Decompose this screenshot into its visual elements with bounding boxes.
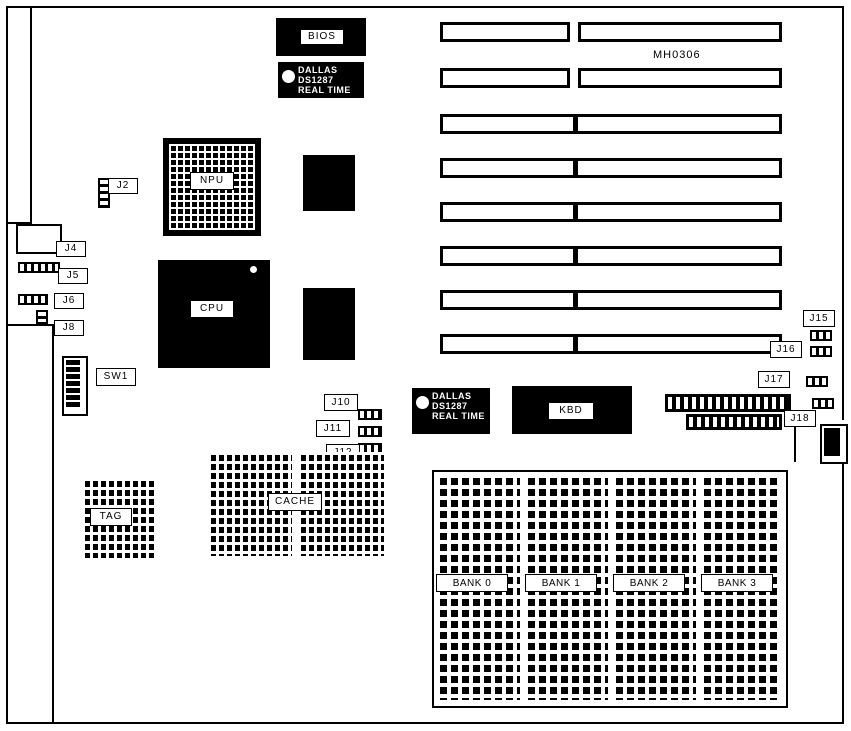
bank-0-label: BANK 0 (436, 574, 508, 592)
bios-label: BIOS (300, 29, 344, 45)
bank-2-label: BANK 2 (613, 574, 685, 592)
jumper-j5-pins (20, 264, 58, 271)
sw1-label: SW1 (96, 368, 136, 386)
cpu-label: CPU (190, 300, 234, 318)
jumper-j15-label: J15 (803, 310, 835, 327)
io-header-pins-2 (689, 417, 779, 427)
jumper-j16-pins (812, 348, 830, 355)
jumper-j17-label: J17 (758, 371, 790, 388)
jumper-j16-block[interactable] (810, 346, 832, 357)
jumper-j5-label: J5 (58, 268, 88, 284)
jumper-j2-pins (100, 180, 108, 206)
jumper-j18-label: J18 (784, 410, 816, 427)
io-header-connector-2[interactable] (686, 414, 782, 430)
jumper-j17-pins (808, 378, 826, 385)
expansion-slot-8 (440, 334, 782, 354)
tag-label: TAG (90, 508, 132, 526)
dallas-lower-line3: REAL TIME (432, 411, 485, 421)
expansion-slot-3 (440, 114, 782, 134)
npu-label: NPU (190, 172, 234, 190)
expansion-slot-7 (440, 290, 782, 310)
jumper-j11-block[interactable] (358, 426, 382, 437)
jumper-j16-label: J16 (770, 341, 802, 358)
cpu-pin1-marker (250, 266, 257, 273)
jumper-j17-block[interactable] (806, 376, 828, 387)
jumper-j11-pins (360, 428, 380, 435)
expansion-slot-5 (440, 202, 782, 222)
jumper-j10-label: J10 (324, 394, 358, 411)
dallas-rtc-top (278, 62, 364, 98)
board-id-text: MH0306 (653, 49, 701, 61)
jumper-j4-label: J4 (56, 241, 86, 257)
jumper-j18-pins (814, 400, 832, 407)
jumper-j8-pins (38, 312, 46, 322)
io-header-pins (668, 397, 788, 409)
dallas-lower-line2: DS1287 (432, 401, 468, 411)
sw1-switch-cells (66, 360, 80, 408)
jumper-j10-block[interactable] (358, 409, 382, 420)
expansion-slot-1b (578, 22, 782, 42)
board-left-cut-fill (8, 326, 54, 722)
dallas-top-line1: DALLAS (298, 65, 338, 75)
jumper-j10-pins (360, 411, 380, 418)
jumper-j15-pins (812, 332, 830, 339)
cache-label: CACHE (268, 493, 322, 511)
jumper-j15-block[interactable] (810, 330, 832, 341)
io-header-connector[interactable] (665, 394, 791, 412)
jumper-j11-label: J11 (316, 420, 350, 437)
bank-3-label: BANK 3 (701, 574, 773, 592)
jumper-j6-pins (20, 296, 46, 303)
dallas-rtc-lower (412, 388, 490, 434)
expansion-slot-1a (440, 22, 570, 42)
kbd-label: KBD (548, 402, 594, 420)
chipset-chip-2 (303, 288, 355, 360)
jumper-j18-block[interactable] (812, 398, 834, 409)
board-notch-fill (8, 8, 30, 224)
dallas-lower-line1: DALLAS (432, 391, 472, 401)
bank-1-label: BANK 1 (525, 574, 597, 592)
board-notch-edge-right (30, 8, 32, 224)
rear-connector-inner (824, 428, 840, 456)
board-left-cut-edge-h (8, 324, 54, 326)
jumper-j12-pins (360, 445, 380, 452)
chipset-chip-1 (303, 155, 355, 211)
jumper-j6-label: J6 (54, 293, 84, 309)
jumper-j5-block[interactable] (18, 262, 60, 273)
jumper-j2-label: J2 (108, 178, 138, 194)
expansion-slot-4 (440, 158, 782, 178)
expansion-slot-2b (578, 68, 782, 88)
board-left-cut-edge-v (52, 326, 54, 722)
jumper-j8-block[interactable] (36, 310, 48, 324)
dallas-top-line3: REAL TIME (298, 85, 351, 95)
dallas-top-line2: DS1287 (298, 75, 334, 85)
expansion-slot-2a (440, 68, 570, 88)
expansion-slot-6 (440, 246, 782, 266)
jumper-j6-block[interactable] (18, 294, 48, 305)
jumper-j8-label: J8 (54, 320, 84, 336)
